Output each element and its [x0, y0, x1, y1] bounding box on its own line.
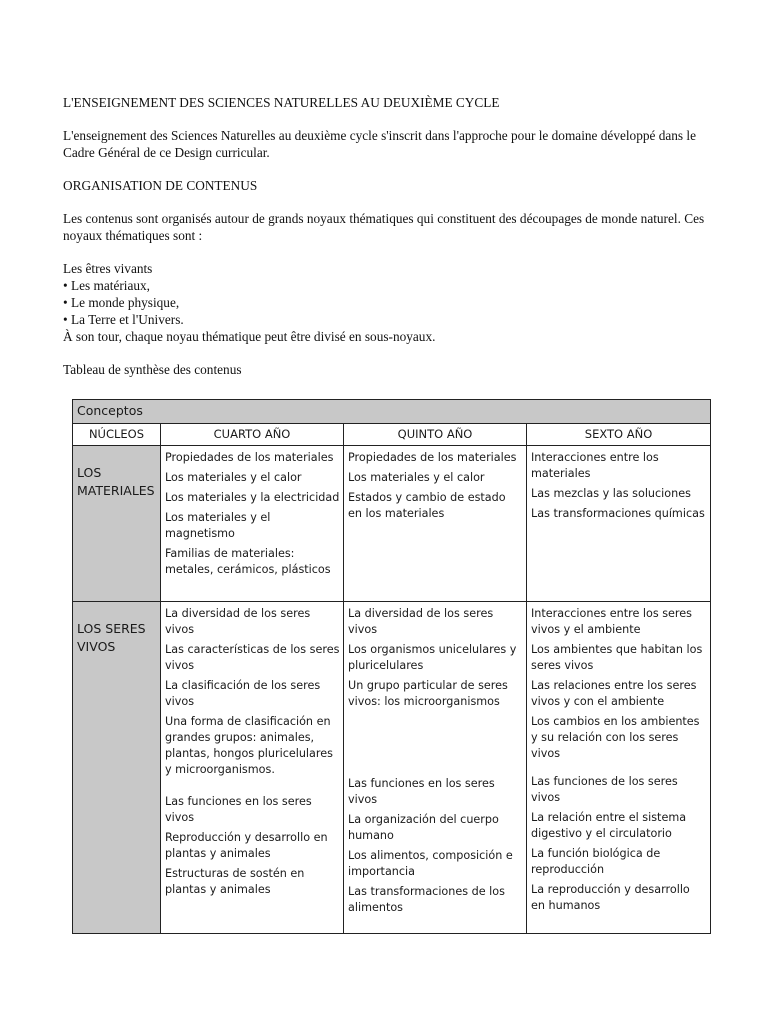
list-item: Los materiales y el calor: [165, 471, 302, 484]
cell-quinto: [344, 602, 527, 934]
table-row: [73, 602, 711, 934]
list-item: Las funciones en los seres vivos: [348, 777, 495, 806]
header-nucleos: NÚCLEOS: [73, 424, 161, 446]
list-item: Las características de los seres vivos: [165, 643, 340, 672]
list-item: Familias de materiales: metales, cerámicos, plásticos: [165, 547, 331, 576]
section-heading: ORGANISATION DE CONTENUS: [63, 178, 258, 193]
list-item: • La Terre et l'Univers.: [63, 312, 184, 327]
list-item: Los organismos unicelulares y pluricelulares: [348, 643, 517, 672]
table-caption: Tableau de synthèse des contenus: [63, 362, 242, 377]
contents-table-wrapper: [72, 399, 710, 934]
list-item: Las transformaciones de los alimentos: [348, 885, 505, 914]
list-item: La relación entre el sistema digestivo y el circulatorio: [531, 811, 687, 840]
list-item: Los materiales y el calor: [348, 471, 485, 484]
list-item: Las funciones en los seres vivos: [165, 795, 312, 824]
list-item: Los ambientes que habitan los seres vivos: [531, 643, 703, 672]
list-item: Los alimentos, composición e importancia: [348, 849, 513, 878]
cell-cuarto: [161, 446, 344, 602]
header-sexto: SEXTO AÑO: [527, 424, 711, 446]
list-item: Las transformaciones químicas: [531, 507, 705, 520]
cell-cuarto: [161, 602, 344, 934]
list-item: Interacciones entre los materiales: [531, 451, 659, 480]
nucleo-materiales: LOS MATERIALES: [73, 446, 161, 602]
header-quinto: QUINTO AÑO: [344, 424, 527, 446]
list-item: La diversidad de los seres vivos: [348, 607, 494, 636]
list-item: La organización del cuerpo humano: [348, 813, 499, 842]
table-title-row: [73, 400, 711, 424]
document-body: [63, 94, 713, 378]
list-item: Los materiales y la electricidad: [165, 491, 340, 504]
nucleo-seres-vivos: LOS SERES VIVOS: [73, 602, 161, 934]
list-item: • Les matériaux,: [63, 278, 150, 293]
list-item: Estados y cambio de estado en los materiales: [348, 491, 506, 520]
cell-sexto: [527, 602, 711, 934]
list-item: La función biológica de reproducción: [531, 847, 661, 876]
cell-sexto: [527, 446, 711, 602]
list-item: La clasificación de los seres vivos: [165, 679, 321, 708]
list-item: Las relaciones entre los seres vivos y con el ambiente: [531, 679, 697, 708]
list-note: À son tour, chaque noyau thématique peut être divisé en sous-noyaux.: [63, 329, 436, 344]
section-paragraph: Les contenus sont organisés autour de grands noyaux thématiques qui constituent des découpages de monde naturel. Ces noyaux thématiques sont :: [63, 211, 705, 243]
list-item: Propiedades de los materiales: [165, 451, 334, 464]
contents-table: [72, 399, 711, 934]
list-item: La diversidad de los seres vivos: [165, 607, 311, 636]
document-heading: L'ENSEIGNEMENT DES SCIENCES NATURELLES AU DEUXIÈME CYCLE: [63, 95, 500, 110]
list-item: Los cambios en los ambientes y su relación con los seres vivos: [531, 715, 700, 760]
list-item: Los materiales y el magnetismo: [165, 511, 271, 540]
list-item: Reproducción y desarrollo en plantas y animales: [165, 831, 328, 860]
list-item: Una forma de clasificación en grandes grupos: animales, plantas, hongos pluricelulares y microorganismos.: [165, 715, 333, 776]
table-row: [73, 446, 711, 602]
table-header-row: [73, 424, 711, 446]
list-item: Estructuras de sostén en plantas y animales: [165, 867, 305, 896]
intro-paragraph: L'enseignement des Sciences Naturelles au deuxième cycle s'inscrit dans l'approche pour le domaine développé dans le Cadre Général de ce Design curricular.: [63, 128, 697, 160]
table-title: Conceptos: [73, 400, 711, 424]
list-item: • Le monde physique,: [63, 295, 180, 310]
header-cuarto: CUARTO AÑO: [161, 424, 344, 446]
list-item: La reproducción y desarrollo en humanos: [531, 883, 690, 912]
list-item: Interacciones entre los seres vivos y el ambiente: [531, 607, 692, 636]
list-item: Las funciones de los seres vivos: [531, 775, 678, 804]
list-item: Les êtres vivants: [63, 261, 153, 276]
cell-quinto: [344, 446, 527, 602]
list-item: Propiedades de los materiales: [348, 451, 517, 464]
list-item: Las mezclas y las soluciones: [531, 487, 691, 500]
list-item: Un grupo particular de seres vivos: los microorganismos: [348, 679, 508, 708]
